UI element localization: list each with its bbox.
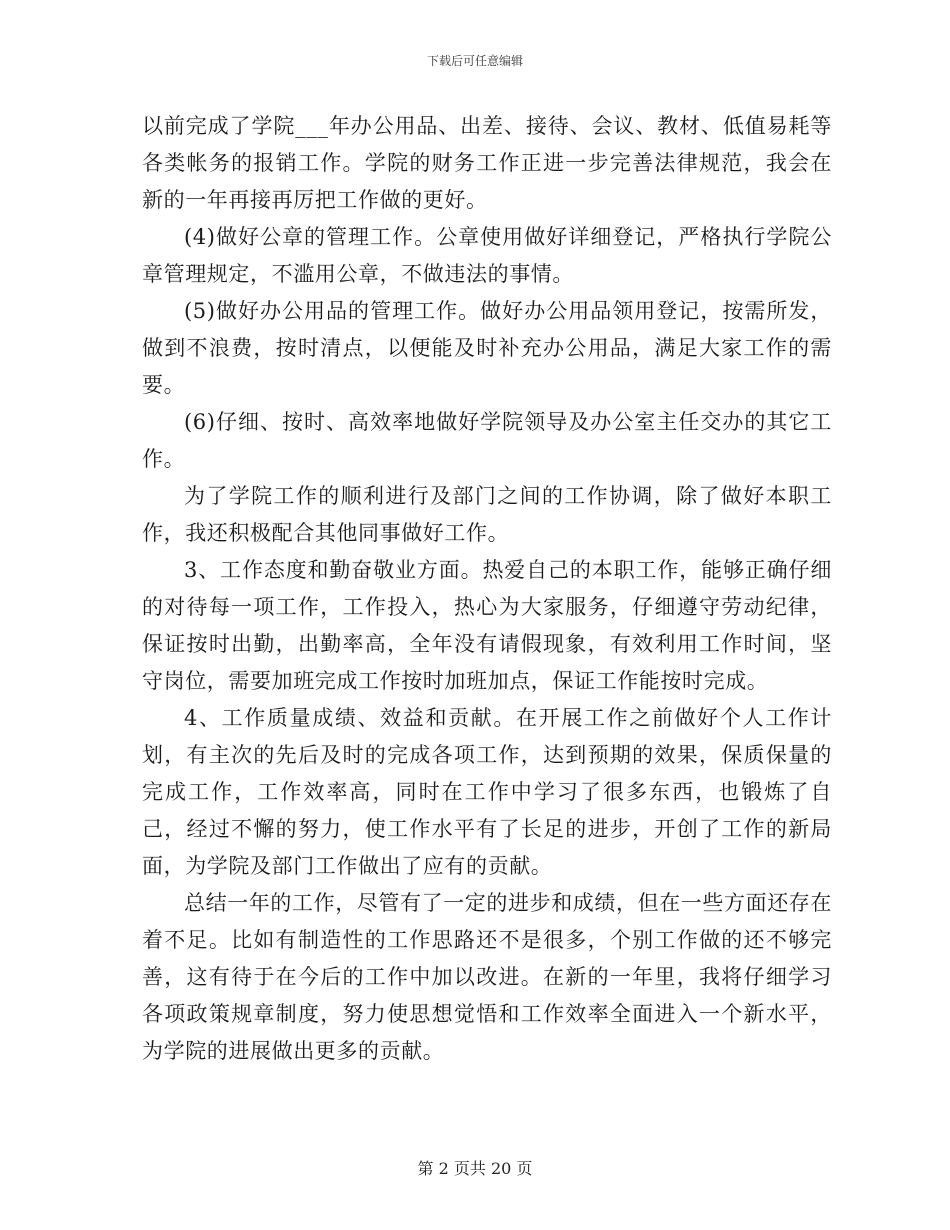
paragraph: 4、工作质量成绩、效益和贡献。在开展工作之前做好个人工作计划，有主次的先后及时的完成各项工作，达到预期的效果，保质保量的完成工作，工作效率高，同时在工作中学习了很多东西，也锻炼了自己，经过不懈的努力，使工作水平有了长足的进步，开创了工作的新局面，为学院及部门工作做出了应有的贡献。: [142, 706, 832, 878]
page-header: 下载后可任意编辑: [426, 54, 523, 68]
page-number-footer: 第 2 页共 20 页: [417, 1159, 533, 1178]
paragraph: (4)做好公章的管理工作。公章使用做好详细登记，严格执行学院公章管理规定，不滥用公章，不做违法的事情。: [142, 225, 832, 286]
document-body: [142, 108, 832, 1070]
paragraph: (5)做好办公用品的管理工作。做好办公用品领用登记，按需所发，做到不浪费，按时清点，以便能及时补充办公用品，满足大家工作的需要。: [142, 299, 832, 397]
paragraph: 总结一年的工作，尽管有了一定的进步和成绩，但在一些方面还存在着不足。比如有制造性的工作思路还不是很多，个别工作做的还不够完善，这有待于在今后的工作中加以改进。在新的一年里，我将仔细学习各项政策规章制度，努力使思想觉悟和工作效率全面进入一个新水平，为学院的进展做出更多的贡献。: [142, 891, 832, 1063]
paragraph: (6)仔细、按时、高效率地做好学院领导及办公室主任交办的其它工作。: [142, 410, 832, 471]
paragraph: 3、工作态度和勤奋敬业方面。热爱自己的本职工作，能够正确仔细的对待每一项工作，工作投入，热心为大家服务，仔细遵守劳动纪律，保证按时出勤，出勤率高，全年没有请假现象，有效利用工作时间，坚守岗位，需要加班完成工作按时加班加点，保证工作能按时完成。: [142, 558, 832, 693]
paragraph: 以前完成了学院___年办公用品、出差、接待、会议、教材、低值易耗等各类帐务的报销工作。学院的财务工作正进一步完善法律规范，我会在新的一年再接再厉把工作做的更好。: [142, 114, 832, 212]
paragraph: 为了学院工作的顺利进行及部门之间的工作协调，除了做好本职工作，我还积极配合其他同事做好工作。: [142, 484, 832, 545]
